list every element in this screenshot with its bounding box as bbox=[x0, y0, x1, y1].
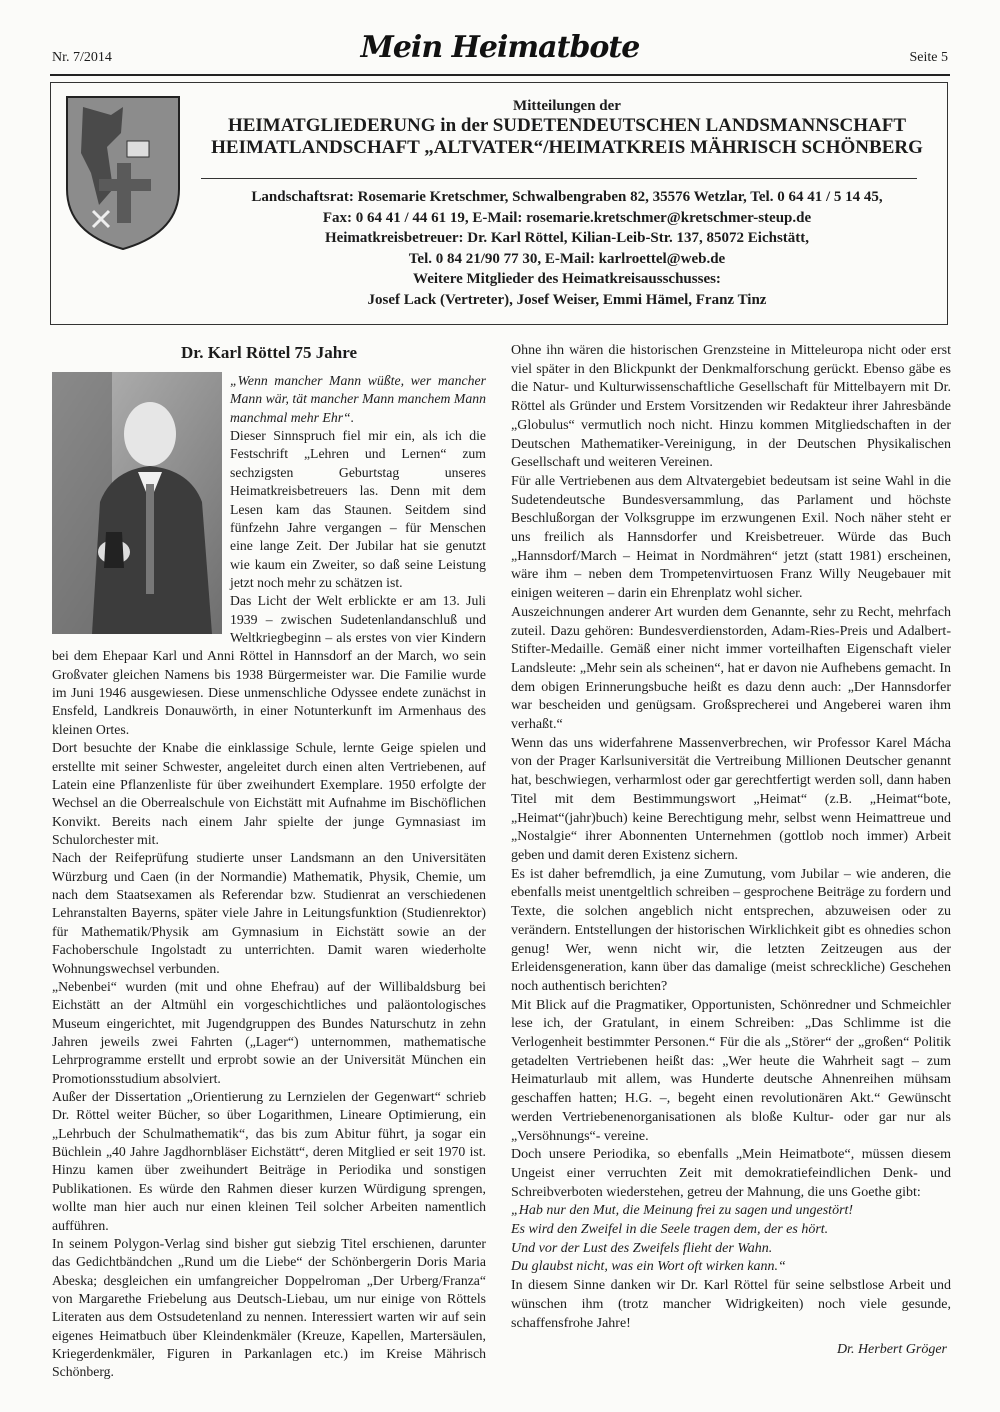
author-signature: Dr. Herbert Gröger bbox=[836, 1342, 947, 1358]
article-paragraph: Nach der Reifeprüfung studierte unser Landsmann an den Universitäten Würzburg und Caen (in der Normandie) Mathematik, Physik, Chemie, um nach dem Staatsexamen als Referendar bzw. Studienrat an verschiedenen Lehranstalten Bayerns, später viele Jahre in Leitungsfunktion (Studienrektor) für Mathematik/Physik am Gymnasium in Eichstätt sowie an der Fachoberschule Ingolstadt zu unterrichten. Damit waren wiederholte Wohnungswechsel verbunden. bbox=[52, 850, 486, 976]
article-left-column bbox=[52, 342, 486, 1382]
coat-of-arms-icon bbox=[63, 93, 183, 253]
article-paragraph: Dieser Sinnspruch fiel mir ein, als ich die Festschrift „Lehren und Lernen“ zum sechzigsten Geburtstag unseres Heimatkreisbetreuers las. Denn mit dem Lesen kam das Staunen. Seitdem sind fünfzehn Jahre vergangen – für Menschen eine lange Zeit. Der Jubilar hat sie genutzt wie kaum ein Zweiter, so daß seine Leistung jetzt noch mehr zu schätzen ist. bbox=[230, 428, 486, 590]
opening-quote: „Wenn mancher Mann wüßte, wer mancher Mann wär, tät mancher Mann manchem Mann manchmal mehr Ehr“. bbox=[230, 373, 486, 425]
masthead-logo: Mein Heimatbote bbox=[360, 30, 640, 65]
info-box-header bbox=[191, 97, 943, 159]
info-box-divider bbox=[201, 178, 917, 179]
article-paragraph: Mit Blick auf die Pragmatiker, Opportunisten, Schönredner und Schmeichler lese ich, der Gratulant, in einem Schreiben: „Das Schlimme ist die Verlogenheit bestimmter Personen.“ Für die als „Störer“ der „großen“ Politik getadelten Vertriebenen heißt das: „Wer heute die Wahrheit sagt – zum Heimaturlaub mit allem, was Hunderte deutsche Ahnenreihen mühsam geschaffen hatten; H.G. –, begeht einen revolutionären Akt.“ Gewünscht werden Vertriebenenorganisationen als bloße Kultur- oder gar nur als „Versöhnungs“- vereine. bbox=[511, 997, 951, 1144]
poem-line: Es wird den Zweifel in die Seele tragen dem, der es hört. bbox=[511, 1222, 829, 1238]
portrait-photo bbox=[52, 372, 222, 634]
article-paragraph: Dort besuchte der Knabe die einklassige Schule, lernte Geige spielen und erstellte mit seiner Schwester, angeleitet durch einen alten Vertriebenen, auf Latein eine Pflanzenliste für über zweihundert Exemplare. 1950 erfolgte der Wechsel an die Oberrealschule von Eichstätt mit Aufnahme im Bischöflichen Konvikt. Bereits nach einem Jahr spielte der junge Gymnasiast im Schulorchester mit. bbox=[52, 740, 486, 847]
association-info-box bbox=[50, 82, 948, 325]
goethe-poem bbox=[511, 1202, 951, 1277]
article-paragraph: Ohne ihn wären die historischen Grenzsteine in Mitteleuropa nicht oder erst viel später in den Blickpunkt der Denkmalforschung gerückt. Ebenso gäbe es die Natur- und Kulturwissenschaftliche Gesellschaft für Mittelbayern mit Dr. Röttel als Gründer und Erstem Vorsitzenden wir Redakteur ihrer Jahresbände „Globulus“ vermutlich noch nicht. Hinzu kommen Mitgliedschaften in der Deutschen Mathematiker-Vereinigung, in der Deutschen Physikalischen Gesellschaft und weiteren Vereinen. bbox=[511, 343, 951, 471]
closing-paragraph: In diesem Sinne danken wir Dr. Karl Röttel für seine selbstlose Arbeit und wünschen ihm (trotz mancher Widrigkeiten) noch viele gesunde, schaffensfrohe Jahre! bbox=[511, 1278, 951, 1331]
contact-line: Josef Lack (Vertreter), Josef Weiser, Emmi Hämel, Franz Tinz bbox=[367, 291, 767, 308]
article-paragraph: Außer der Dissertation „Orientierung zu Lernzielen der Gegenwart“ schrieb Dr. Röttel weiter Bücher, so über Logarithmen, Lineare Optimierung, ein „Lehrbuch der Schulmathematik“, das bis zum Abitur führt, ja sogar ein Büchlein „40 Jahre Jagdhornbläser Eichstätt“, deren Mitglied er seit 1970 ist. Hinzu kamen über zweihundert Beiträge in Periodika und sonstigen Publikationen. Es würde den Rahmen dieser kurzen Würdigung sprengen, wollte man hier auch nur einen kleinen Teil solcher Arbeiten namentlich aufführen. bbox=[52, 1089, 486, 1233]
contact-line: Landschaftsrat: Rosemarie Kretschmer, Schwalbengraben 82, 35576 Wetzlar, Tel. 0 64 41 / 5 14 45, bbox=[251, 189, 883, 205]
poem-line: Du glaubst nicht, was ein Wort oft wirken kann.“ bbox=[511, 1259, 786, 1275]
contact-line: Heimatkreisbetreuer: Dr. Karl Röttel, Kilian-Leib-Str. 137, 85072 Eichstätt, bbox=[324, 230, 810, 247]
page-number: Seite 5 bbox=[909, 50, 948, 65]
poem-line: „Hab nur den Mut, die Meinung frei zu sagen und ungestört! bbox=[511, 1203, 854, 1219]
article-title: Dr. Karl Röttel 75 Jahre bbox=[180, 343, 358, 362]
header-rule bbox=[50, 74, 950, 76]
contact-line: Weitere Mitglieder des Heimatkreisausschusses: bbox=[413, 271, 721, 288]
article-paragraph: In seinem Polygon-Verlag sind bisher gut siebzig Titel erschienen, darunter das Gedichtbändchen „Rund um die Liebe“ der Schönbergerin Doris Maria Abeska; desgleichen ein umfangreicher Doppelroman „Der Urberg/Franza“ von Margarethe Friebelung aus Deutsch-Liebau, um nur einige von Röttels Literaten aus dem Ostsudetenland zu nennen. Interessiert warten wir auf sein eigenes Heimatbuch über Kleindenkmäler (Kreuze, Kapellen, Martersäulen, Kriegerdenkmäler, Figuren in Parkanlagen etc.) im Kreise Mährisch Schönberg. bbox=[52, 1235, 486, 1380]
info-box-title-2: HEIMATLANDSCHAFT „ALTVATER“/HEIMATKREIS MÄHRISCH SCHÖNBERG bbox=[211, 137, 923, 158]
article-paragraph: Es ist daher befremdlich, ja eine Zumutung, vom Jubilar – wie anderen, die ebenfalls meist unentgeltlich schreiben – gesprochene Beiträge zu fordern und Texte, die solchen angeblich nicht entsprechen, abzuweisen oder zu verändern. Entstellungen der historischen Wirklichkeit gibt es ohnedies schon genug! Wer, wenn nicht wir, die letzten Zeitzeugen aus der Erleidensgeneration, kann über das damalige (meist schreckliche) Geschehen noch authentisch berichten? bbox=[511, 866, 951, 994]
contact-line: Tel. 0 84 21/90 77 30, E-Mail: karlroettel@web.de bbox=[408, 250, 726, 267]
article-paragraph: „Nebenbei“ wurden (mit und ohne Ehefrau) auf der Willibaldsburg bei Eichstätt an der Altmühl ein vorgeschichtliches und paläontologisches Museum eingerichtet, mit Jugendgruppen des Bundes Naturschutz in zehn Jahren jeweils zwei Fahrten („Lager“) unternommen, mathematische Lehrprogramme erstellt und erprobt sowie an der Universität München ein Promotionsstudium absolviert. bbox=[52, 978, 486, 1086]
info-box-contacts bbox=[191, 187, 943, 311]
article-paragraph: Für alle Vertriebenen aus dem Altvatergebiet bedeutsam ist seine Wahl in die Sudetendeutsche Bundesversammlung, das Parlament und höchste Beschlußorgan der Volksgruppe im erzwungenen Exil. Noch näher steht er uns freilich als Hannsdorfer und Kreisbetreuer. Würde das Buch „Hannsdorf/March – Heimat in Nordmähren“ jetzt (statt 1981) erscheinen, wäre ihm – neben dem Trompetenvirtuosen Franz Willy Neugebauer mit einigen weiteren – darin ein Ehrenplatz wohl sicher. bbox=[511, 473, 951, 602]
info-box-intro: Mitteilungen der bbox=[513, 98, 621, 114]
right-paragraphs bbox=[511, 342, 951, 1202]
article-paragraph: Doch unsere Periodika, so ebenfalls „Mein Heimatbote“, müssen diesem Ungeist einer verruchten Zeit mit demokratiefeindlichen Denk- und Schreibverboten wiederstehen, getreu der Mahnung, die uns Goethe gibt: bbox=[511, 1147, 951, 1200]
info-box-title-1: HEIMATGLIEDERUNG in der SUDETENDEUTSCHEN LANDSMANNSCHAFT bbox=[227, 115, 907, 136]
article-paragraph: Das Licht der Welt erblickte er am 13. Juli 1939 – zwischen Sudetenlandanschluß und Weltkriegbeginn – als erstes von vier Kindern bei dem Ehepaar Karl und Anni Röttel in Hannsdorf an der March, wo sein Großvater gleichen Namens bis 1938 Bürgermeister war. Die Familie wurde im Juni 1946 ausgewiesen. Diese unmenschliche Odyssee endete zunächst in Ensfeld, Landkreis Donauwörth, in einer Notunterkunft im Armenhaus des kleinen Ortes. bbox=[52, 593, 486, 737]
issue-number: Nr. 7/2014 bbox=[52, 50, 112, 65]
contact-line: Fax: 0 64 41 / 44 61 19, E-Mail: rosemarie.kretschmer@kretschmer-steup.de bbox=[322, 209, 812, 226]
article-paragraph: Auszeichnungen anderer Art wurden dem Genannte, sehr zu Recht, mehrfach zuteil. Dazu gehören: Bundesverdienstorden, Adam-Ries-Preis und Adalbert-Stifter-Medaille. Gemäß einer nicht immer vorteilhaften Eigenschaft vieler Landsleute: „Mehr sein als scheinen“, hat er davon nie Aufhebens gemacht. In dem obigen Erinnerungsbuche heißt es dazu denn auch: „Der Hannsdorfer war bescheiden und genügsam. Großsprecherei und Angeberei waren ihm verhaßt.“ bbox=[511, 604, 951, 733]
article-paragraph: Wenn das uns widerfahrene Massenverbrechen, wir Professor Karel Mácha von der Prager Karlsuniversität die Vertreibung Millionen Deutscher genannt hat, beschwiegen, verharmlost oder gar gerechtfertigt werden soll, dann haben Titel mit dem Bestimmungswort „Heimat“ (z.B. „Heimat“bote, „Heimat“(jahr)buch) keine Berechtigung mehr, selbst wenn Heimattreue und „Nostalgie“ ihrer Abonnenten Unternehmen (gottlob noch immer) Arbeit geben und damit deren Existenz sichern. bbox=[511, 735, 951, 863]
poem-line: Und vor der Lust des Zweifels flieht der Wahn. bbox=[511, 1240, 773, 1256]
article-right-column bbox=[511, 342, 951, 1360]
